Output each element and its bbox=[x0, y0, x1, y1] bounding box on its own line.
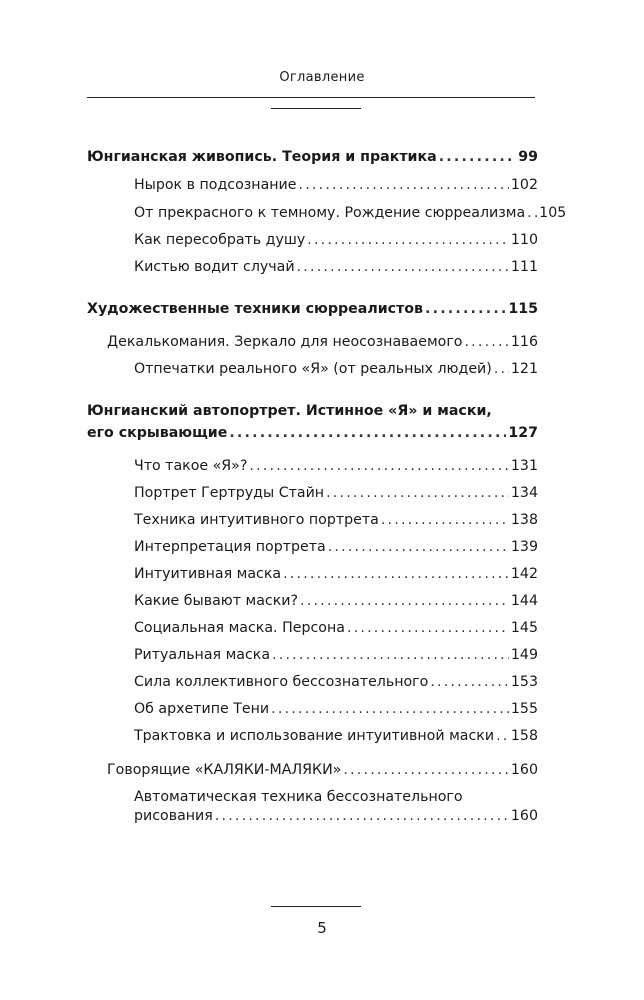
toc-entry-title: Юнгианская живопись. Теория и практика bbox=[87, 149, 437, 165]
toc-leader-dots bbox=[299, 176, 509, 195]
toc-entry-title: Портрет Гертруды Стайн bbox=[134, 485, 325, 501]
toc-entry-page: 102 bbox=[510, 177, 538, 193]
toc-entry-title: Сила коллективного бессознательного bbox=[134, 674, 429, 690]
toc-entry-page: 160 bbox=[510, 762, 538, 778]
toc-entry[interactable] bbox=[87, 300, 538, 319]
toc-entry-page: 115 bbox=[508, 301, 538, 317]
toc-leader-dots bbox=[297, 258, 509, 277]
toc-leader-dots bbox=[271, 700, 509, 719]
toc-entry-title: От прекрасного к темному. Рождение сюрреализма bbox=[134, 205, 526, 221]
toc-entry-page: 111 bbox=[510, 259, 538, 275]
toc-leader-dots bbox=[494, 360, 509, 379]
toc-entry-title: Отпечатки реального «Я» (от реальных людей) bbox=[134, 361, 492, 377]
toc-entry[interactable] bbox=[134, 231, 538, 250]
toc-leader-dots bbox=[496, 727, 509, 746]
toc-leader-dots bbox=[527, 204, 537, 223]
toc-entry-page: 139 bbox=[510, 539, 538, 555]
toc-entry-page: 160 bbox=[510, 808, 538, 824]
toc-leader-dots bbox=[343, 761, 509, 780]
toc-entry[interactable] bbox=[134, 646, 538, 665]
toc-entry[interactable] bbox=[134, 788, 538, 826]
toc-entry-page: 155 bbox=[510, 701, 538, 717]
toc-leader-dots bbox=[425, 300, 506, 319]
toc-entry[interactable] bbox=[134, 511, 538, 530]
toc-leader-dots bbox=[215, 807, 509, 826]
toc-entry-page: 121 bbox=[510, 361, 538, 377]
toc-entry-page: 127 bbox=[508, 425, 538, 441]
toc-entry-title: Социальная маска. Персона bbox=[134, 620, 345, 636]
toc-entry[interactable] bbox=[134, 258, 538, 277]
toc-entry[interactable] bbox=[134, 538, 538, 557]
toc-entry-page: 105 bbox=[539, 205, 567, 221]
toc-leader-dots bbox=[283, 565, 509, 584]
toc-entry[interactable] bbox=[134, 619, 538, 638]
toc-entry[interactable] bbox=[107, 761, 538, 780]
toc-entry-title: Кистью водит случай bbox=[134, 259, 295, 275]
toc-leader-dots bbox=[307, 231, 509, 250]
toc-entry-title-line1: Автоматическая техника бессознательного bbox=[134, 789, 463, 805]
toc-entry-title-line1: Юнгианский автопортрет. Истинное «Я» и маски, bbox=[87, 403, 492, 419]
running-header: Оглавление bbox=[279, 70, 365, 85]
toc-entry-title: Нырок в подсознание bbox=[134, 177, 297, 193]
toc-entry-title: Что такое «Я»? bbox=[134, 458, 248, 474]
toc-entry-page: 142 bbox=[510, 566, 538, 582]
toc-leader-dots bbox=[328, 538, 509, 557]
toc-entry-page: 144 bbox=[510, 593, 538, 609]
toc-entry[interactable] bbox=[134, 727, 538, 746]
toc-leader-dots bbox=[464, 333, 508, 352]
toc-entry[interactable] bbox=[134, 673, 538, 692]
toc-entry-page: 99 bbox=[518, 149, 538, 165]
toc-entry-page: 134 bbox=[510, 485, 538, 501]
toc-entry[interactable] bbox=[134, 565, 538, 584]
toc-entry[interactable] bbox=[134, 700, 538, 719]
toc-entry[interactable] bbox=[134, 176, 538, 195]
toc-entry[interactable] bbox=[134, 484, 538, 503]
toc-entry-title: Какие бывают маски? bbox=[134, 593, 299, 609]
toc-leader-dots bbox=[272, 646, 509, 665]
toc-entry[interactable] bbox=[87, 402, 538, 443]
toc-entry-page: 131 bbox=[510, 458, 538, 474]
toc-entry[interactable] bbox=[134, 592, 538, 611]
footer-rule bbox=[271, 906, 361, 907]
toc-entry[interactable] bbox=[107, 333, 538, 352]
toc-entry[interactable] bbox=[87, 148, 538, 167]
toc-entry-page: 149 bbox=[510, 647, 538, 663]
toc-entry-title: Ритуальная маска bbox=[134, 647, 271, 663]
toc-entry-title: Как пересобрать душу bbox=[134, 232, 306, 248]
page-number: 5 bbox=[317, 919, 327, 937]
toc-entry-title: Декалькомания. Зеркало для неосознаваемого bbox=[107, 334, 463, 350]
toc-leader-dots bbox=[347, 619, 509, 638]
toc-entry[interactable] bbox=[134, 204, 567, 223]
toc-entry-title: Художественные техники сюрреалистов bbox=[87, 301, 424, 317]
toc-leader-dots bbox=[300, 592, 509, 611]
toc-entry-title: Интерпретация портрета bbox=[134, 539, 326, 555]
toc-entry-title: Интуитивная маска bbox=[134, 566, 282, 582]
toc-entry-title: его скрывающие bbox=[87, 425, 228, 441]
toc-entry[interactable] bbox=[134, 457, 538, 476]
toc-leader-dots bbox=[439, 148, 517, 167]
toc-leader-dots bbox=[326, 484, 509, 503]
toc-entry[interactable] bbox=[134, 360, 538, 379]
toc-entry-title: Об архетипе Тени bbox=[134, 701, 270, 717]
toc-entry-page: 138 bbox=[510, 512, 538, 528]
toc-leader-dots bbox=[249, 457, 509, 476]
toc-entry-page: 110 bbox=[510, 232, 538, 248]
toc-entry-title: Трактовка и использование интуитивной маски bbox=[134, 728, 495, 744]
toc-leader-dots bbox=[430, 673, 509, 692]
toc-leader-dots bbox=[229, 424, 506, 443]
toc-entry-page: 153 bbox=[510, 674, 538, 690]
toc-entry-title: Говорящие «КАЛЯКИ-МАЛЯКИ» bbox=[107, 762, 342, 778]
toc-leader-dots bbox=[381, 511, 509, 530]
toc-entry-page: 116 bbox=[510, 334, 538, 350]
toc-entry-page: 145 bbox=[510, 620, 538, 636]
toc-entry-page: 158 bbox=[510, 728, 538, 744]
toc-entry-title: рисования bbox=[134, 808, 213, 824]
toc-entry-title: Техника интуитивного портрета bbox=[134, 512, 379, 528]
